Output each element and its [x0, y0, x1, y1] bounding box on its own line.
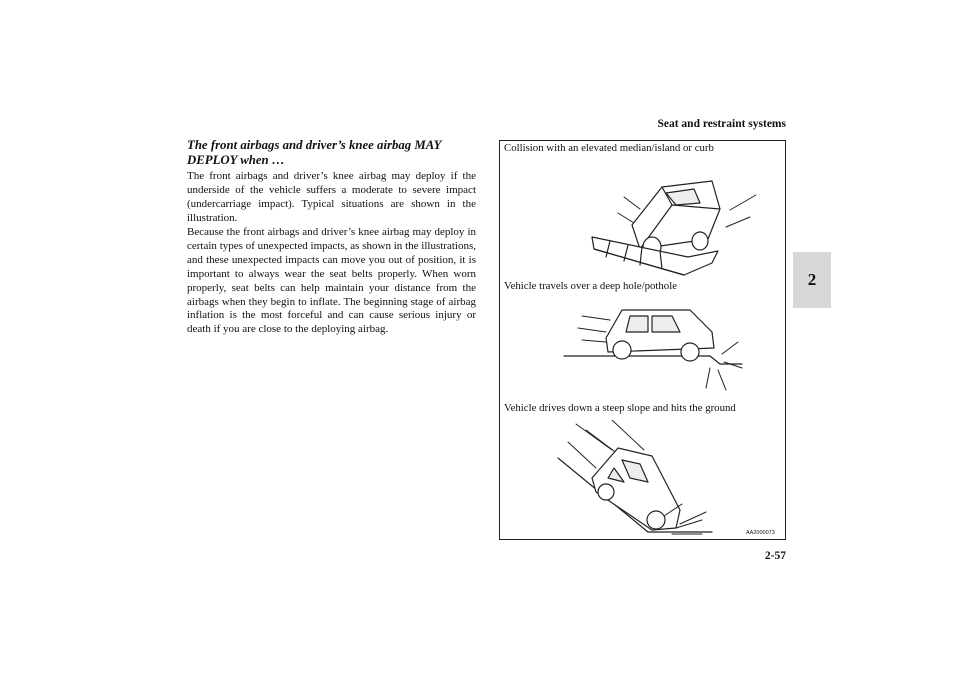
car-body — [592, 448, 680, 530]
ground — [564, 356, 742, 364]
body-paragraph: The front airbags and driver’s knee airbag may deploy if the underside of the vehicle suffers a moderate to severe impact (undercarriage impact). Typical situations are shown in the illustration. — [187, 170, 476, 224]
figure-caption-curb: Collision with an elevated median/island or curb — [504, 142, 714, 154]
curb-collision-illustration — [580, 165, 760, 280]
pothole-illustration — [560, 298, 745, 398]
car-body — [632, 181, 720, 257]
section-heading: The front airbags and driver’s knee airbag MAY DEPLOY when … — [187, 138, 441, 167]
impact-lines — [706, 342, 742, 390]
figure-caption-slope: Vehicle drives down a steep slope and hits the ground — [504, 402, 736, 414]
body-paragraph: Because the front airbags and driver’s knee airbag may deploy in certain types of unexpected impacts, as shown in the illustrations, and these unexpected impacts can move you out of position, it is important to always wear the seat belts properly. When worn properly, seat belts can help maintain your distance from the airbags when they begin to inflate. The beginning stage of airbag inflation is the most forceful and can cause serious injury or death if you are close to the deploying airbag. — [187, 226, 476, 336]
car-body — [606, 310, 714, 361]
figure-code: AA2000073 — [746, 530, 775, 536]
page-number: 2-57 — [764, 550, 786, 562]
figure-caption-pothole: Vehicle travels over a deep hole/pothole — [504, 280, 677, 292]
section-header: Seat and restraint systems — [657, 118, 786, 130]
chapter-tab: 2 — [793, 252, 831, 308]
motion-lines — [578, 316, 610, 342]
steep-slope-illustration — [552, 420, 742, 535]
